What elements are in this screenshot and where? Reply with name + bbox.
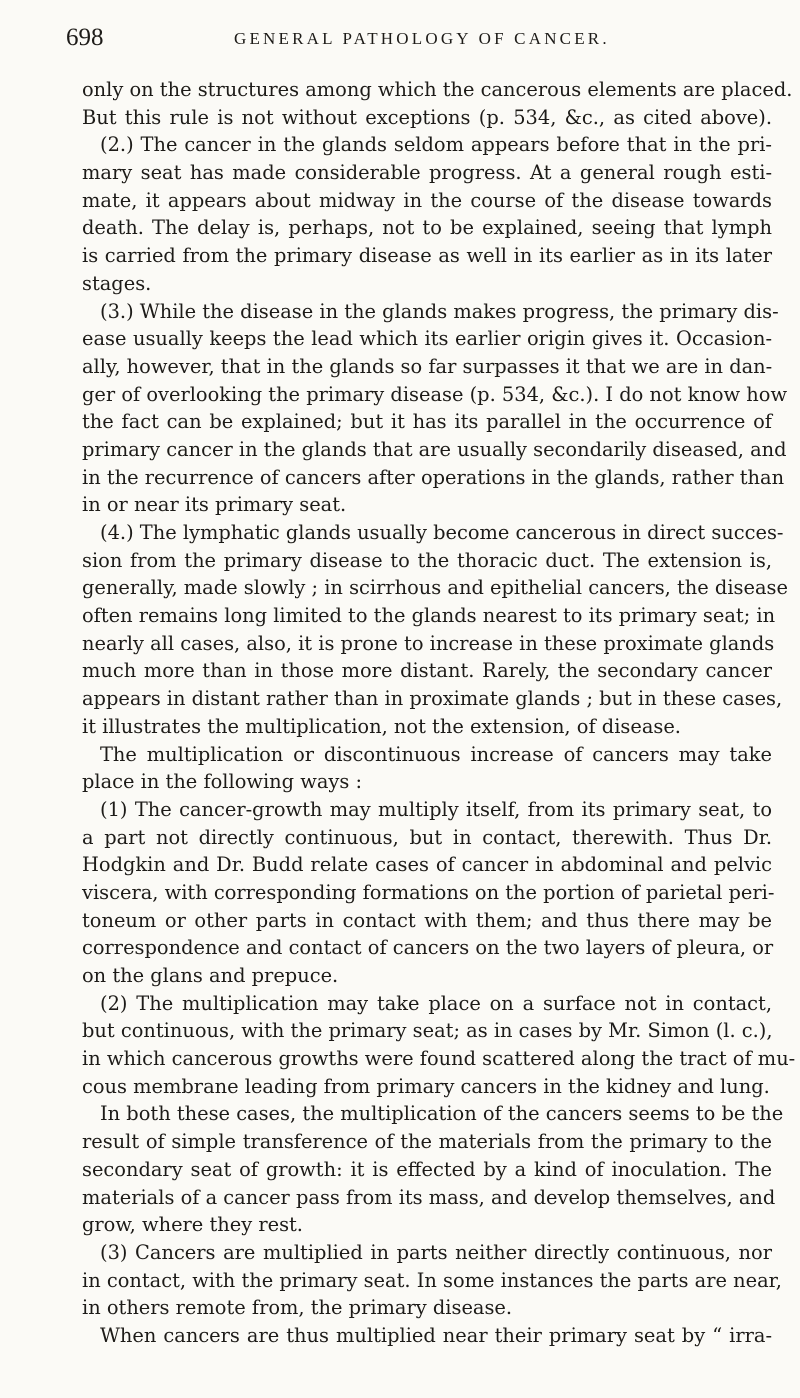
text-line: viscera, with corresponding formations on the portion of parietal peri-	[82, 880, 775, 904]
text-line: In both these cases, the multiplication of the cancers seems to be the	[100, 1102, 784, 1126]
text-line: (2) The multiplication may take place on a surface not in contact,	[100, 991, 772, 1015]
text-line: often remains long limited to the glands nearest to its primary seat; in	[82, 604, 776, 628]
text-line: ease usually keeps the lead which its earlier origin gives it. Occasion-	[82, 327, 772, 351]
text-line: appears in distant rather than in proximate glands ; but in these cases,	[82, 687, 783, 711]
text-line: stages.	[82, 271, 152, 295]
text-line: mate, it appears about midway in the course of the disease towards	[82, 188, 772, 212]
text-line: only on the structures among which the cancerous elements are placed.	[82, 78, 793, 101]
text-line: result of simple transference of the materials from the primary to the	[82, 1130, 772, 1154]
text-line: When cancers are thus multiplied near their primary seat by “ irra-	[100, 1323, 772, 1347]
text-line: sion from the primary disease to the thoracic duct. The extension is,	[82, 548, 772, 572]
text-line: (2.) The cancer in the glands seldom appears before that in the pri-	[100, 133, 772, 157]
text-line: ger of overlooking the primary disease (p. 534, &c.). I do not know how	[82, 382, 788, 406]
text-line: generally, made slowly ; in scirrhous and epithelial cancers, the disease	[82, 576, 788, 600]
text-line: (4.) The lymphatic glands usually become cancerous in direct succes-	[100, 521, 784, 544]
text-line: it illustrates the multiplication, not the extension, of disease.	[82, 714, 681, 738]
text-line: in contact, with the primary seat. In some instances the parts are near,	[82, 1268, 782, 1292]
text-line: in or near its primary seat.	[82, 493, 347, 517]
text-line: death. The delay is, perhaps, not to be explained, seeing that lymph	[82, 216, 772, 240]
text-line: secondary seat of growth: it is effected by a kind of inoculation. The	[82, 1157, 772, 1181]
text-line: in the recurrence of cancers after operations in the glands, rather than	[82, 465, 785, 489]
body-text	[82, 76, 796, 1350]
text-line: place in the following ways :	[82, 770, 362, 794]
text-line: is carried from the primary disease as well in its earlier as in its later	[82, 244, 772, 268]
text-line: The multiplication or discontinuous increase of cancers may take	[100, 742, 772, 766]
text-line: in which cancerous growths were found scattered along the tract of mu-	[82, 1047, 796, 1071]
page-number: 698	[66, 24, 104, 51]
text-line: toneum or other parts in contact with them; and thus there may be	[82, 908, 772, 932]
text-line: but continuous, with the primary seat; as in cases by Mr. Simon (l. c.),	[82, 1019, 773, 1043]
text-line: materials of a cancer pass from its mass, and develop themselves, and	[82, 1185, 776, 1209]
text-line: (1) The cancer-growth may multiply itself, from its primary seat, to	[100, 797, 772, 821]
text-line: Hodgkin and Dr. Budd relate cases of cancer in abdominal and pelvic	[82, 853, 772, 877]
text-line: nearly all cases, also, it is prone to increase in these proximate glands	[82, 631, 775, 655]
text-line: (3) Cancers are multiplied in parts neither directly continuous, nor	[100, 1240, 772, 1264]
text-line: primary cancer in the glands that are usually secondarily diseased, and	[82, 437, 787, 461]
running-title: GENERAL PATHOLOGY OF CANCER.	[234, 29, 610, 48]
text-line: the fact can be explained; but it has its parallel in the occurrence of	[82, 410, 772, 434]
text-line: mary seat has made considerable progress. At a general rough esti-	[82, 161, 772, 185]
page-header	[66, 23, 768, 53]
text-line: grow, where they rest.	[82, 1213, 303, 1237]
text-line: cous membrane leading from primary cancers in the kidney and lung.	[82, 1074, 770, 1098]
text-line: a part not directly continuous, but in contact, therewith. Thus Dr.	[82, 825, 772, 849]
text-line: (3.) While the disease in the glands makes progress, the primary dis-	[100, 299, 779, 323]
text-line: on the glans and prepuce.	[82, 964, 339, 987]
text-line: But this rule is not without exceptions (p. 534, &c., as cited above).	[82, 105, 772, 129]
text-line: much more than in those more distant. Rarely, the secondary cancer	[82, 659, 772, 683]
text-line: in others remote from, the primary disease.	[82, 1296, 513, 1320]
text-line: correspondence and contact of cancers on the two layers of pleura, or	[82, 936, 774, 960]
text-line: ally, however, that in the glands so far surpasses it that we are in dan-	[82, 354, 773, 378]
